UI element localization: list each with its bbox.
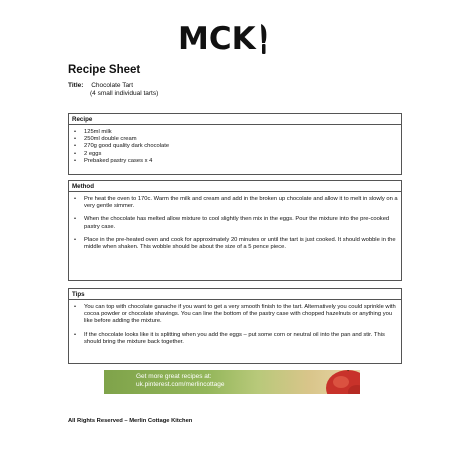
recipe-heading: Recipe	[69, 114, 401, 125]
tips-heading: Tips	[69, 289, 401, 300]
pinterest-banner[interactable]	[104, 370, 360, 394]
ingredient-item: • 270g good quality dark chocolate	[74, 143, 170, 150]
knife-icon	[259, 23, 269, 55]
tip-item: • You can top with chocolate ganache if you want to get a very smooth finish to the tart. Alternatively you could sprinkle with cocoa powder or chocolate shavings. You can line the bottom of the pastry case with chopped hazelnuts or anything you like before adding the mixture.	[74, 304, 396, 325]
recipe-subtitle: (4 small individual tarts)	[90, 90, 159, 97]
recipe-name: Chocolate Tart	[91, 82, 134, 89]
method-step: • Place in the pre-heated oven and cook for approximately 20 minutes or until the tart is just cooked. It should wobble in the middle when shaken. This wobble should be about the size of a 5 pence piece.	[74, 236, 396, 251]
ingredient-item: • Prebaked pastry cases x 4	[74, 157, 153, 164]
ingredient-list	[72, 129, 398, 165]
apple-icon	[324, 370, 360, 394]
method-step: • Pre heat the oven to 170c. Warm the milk and cream and add in the broken up chocolate and allow it to melt in slowly on a very gentle simmer.	[74, 196, 398, 210]
ingredient-item: • 250ml double cream	[74, 136, 137, 143]
recipe-title-block	[68, 82, 158, 98]
method-step: • When the chocolate has melted allow mixture to cool slightly then mix in the eggs. Pour the mixture into the pre-cooked pastry case.	[74, 216, 390, 230]
logo-text: MCK	[178, 21, 256, 57]
banner-text	[136, 373, 225, 388]
method-section	[68, 180, 402, 281]
recipe-section	[68, 113, 402, 175]
ingredient-item: • 2 eggs	[74, 150, 102, 157]
copyright-footer: All Rights Reserved – Merlin Cottage Kitchen	[68, 418, 193, 424]
tip-item: • If the chocolate looks like it is splitting when you add the eggs – put some corn or neutral oil into the pan and stir. This should bring the mixture back together.	[74, 331, 385, 345]
banner-line-1: Get more great recipes at:	[136, 373, 212, 380]
page-title: Recipe Sheet	[68, 64, 141, 76]
banner-link[interactable]: uk.pinterest.com/merlincottage	[136, 380, 225, 388]
title-label: Title:	[68, 82, 84, 89]
ingredient-item: • 125ml milk	[74, 129, 112, 135]
tips-section	[68, 288, 402, 364]
method-heading: Method	[69, 181, 401, 192]
mck-logo	[178, 22, 269, 56]
